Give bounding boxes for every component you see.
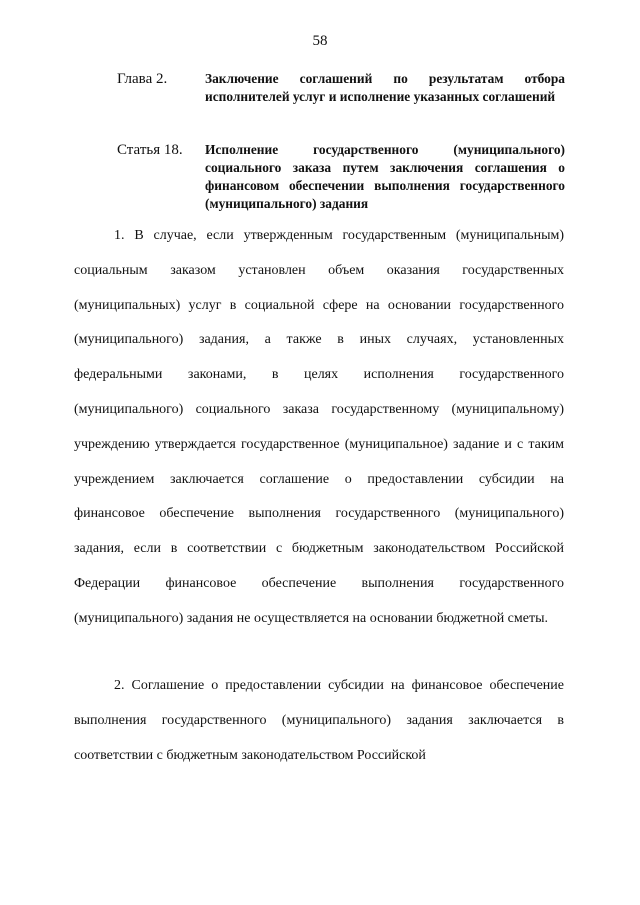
article-label: Статья 18. <box>117 142 183 158</box>
chapter-title: Заключение соглашений по результатам отбора исполнителей услуг и исполнение указанных соглашений <box>205 71 565 104</box>
paragraph-1: 1. В случае, если утвержденным государственным (муниципальным) социальным заказом установлен объем оказания государственных (муниципальных) услуг в социальной сфере на основании государственного (муниципального) задания, а также в иных случаях, установленных федеральными законами, в целях исполнения государственного (муниципального) социального заказа государственному (муниципальному) учреждению утверждается государственное (муниципальное) задание и с таким учреждением заключается соглашение о предоставлении субсидии на финансовое обеспечение выполнения государственного (муниципального) задания, если в соответствии с бюджетным законодательством Российской Федерации финансовое обеспечение выполнения государственного (муниципального) задания не осуществляется на основании бюджетной сметы. <box>74 228 564 626</box>
article-title: Исполнение государственного (муниципального) социального заказа путем заключения соглашения о финансовом обеспечении выполнения государственного (муниципального) задания <box>205 142 565 211</box>
paragraph-2: 2. Соглашение о предоставлении субсидии на финансовое обеспечение выполнения государственного (муниципального) задания заключается в соответствии с бюджетным законодательством Российской <box>74 678 564 763</box>
chapter-label: Глава 2. <box>117 71 168 87</box>
page-number: 58 <box>312 33 328 49</box>
